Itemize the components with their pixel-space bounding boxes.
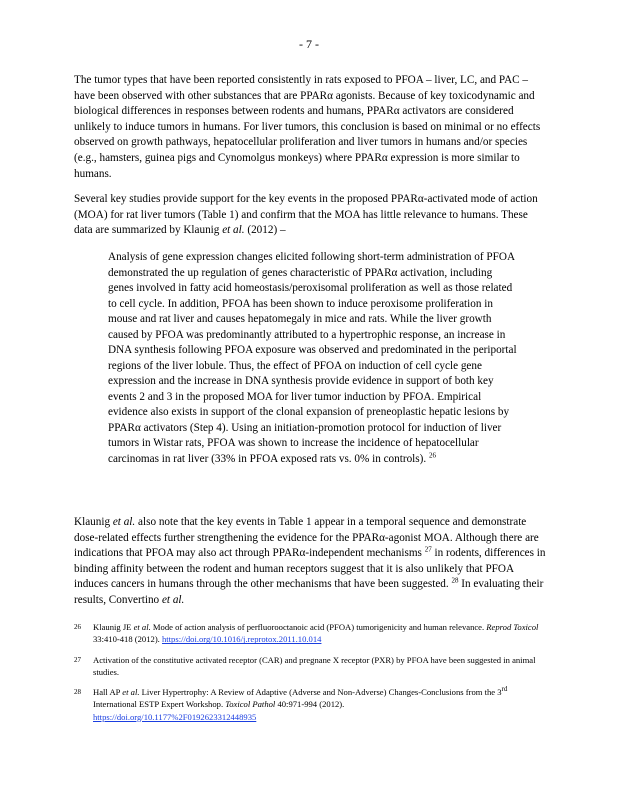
fn28-author: Hall AP [93,687,123,697]
paragraph-klaunig-note [74,515,548,609]
fn28-citation: 40:971-994 (2012). [275,699,345,710]
fn26-citation: 33:410-418 (2012). [93,634,162,645]
p2-text-a: Several key studies provide support for the key events in the proposed PPARα-activated mode of action (MOA) for rat liver tumors (Table 1) and confirm that the MOA has little relevance to humans. These data are summarized by Klaunig [74,193,538,237]
p2-etal: et al. [222,224,245,237]
fn26-title: Mode of action analysis of perfluorooctanoic acid (PFOA) tumorigenicity and human relevance. [150,622,487,632]
p2-text-b: (2012) – [244,224,286,237]
fn28-title: Liver Hypertrophy: A Review of Adaptive (Adverse and Non-Adverse) Changes-Conclusions from the 3 [139,687,502,697]
footnote-text [93,621,544,646]
footnote-text: Activation of the constitutive activated receptor (CAR) and pregnane X receptor (PXR) by PFOA have been suggested in animal studies. [93,655,536,678]
paragraph-key-studies [74,192,548,239]
p4-text-b: in rodents, differences in binding affinity between the rodent and human receptors suggest that it is also unlikely that PFOA induces cancers in humans through the other mechanisms that have been suggested. [74,547,546,591]
footnote-ref-27: 27 [424,545,432,554]
footnote-ref-26: 26 [428,450,436,459]
footnote-ref-28: 28 [451,576,459,585]
fn28-workshop: International ESTP Expert Workshop. [93,699,226,710]
quote-text: Analysis of gene expression changes elicited following short-term administration of PFOA demonstrated the up regulation of genes characteristic of PPARα activation, including genes involved in fatty acid homeostasis/peroxisomal proliferation as well as those related to cell cycle. In addition, PFOA has been shown to induce peroxisome proliferation in mouse and rat liver and causes hepatomegaly in mice and rats. While the liver growth caused by PFOA was predominantly attributed to a hypertrophic response, an increase in DNA synthesis following PFOA exposure was observed and predominated in the periportal regions of the liver lobule. Thus, the effect of PFOA on induction of cell cycle gene expression and the increase in DNA synthesis provide evidence in support of both key events 2 and 3 in the proposed MOA for liver tumor induction by PFOA. Empirical evidence also exists in support of the clonal expansion of preneoplastic hepatic lesions by PPARα activators (Step 4). Using an initiation-promotion protocol for induction of liver tumors in Wistar rats, PFOA was shown to increase the incidence of hepatocellular carcinomas in rat liver (33% in PFOA exposed rats vs. 0% in controls). [108,251,517,465]
fn28-ordinal: rd [501,685,508,694]
fn28-journal: Toxicol Pathol [225,699,276,710]
fn28-doi-link[interactable]: https://doi.org/10.1177%2F0192623312448935 [93,711,257,722]
p4-etal-2: et al. [161,593,185,606]
fn26-doi-link[interactable]: https://doi.org/10.1016/j.reprotox.2011.10.014 [161,634,322,645]
fn28-etal: et al. [122,687,140,697]
footnote-number: 27 [74,656,81,664]
footnote-text [93,686,544,723]
footnote-number: 28 [74,688,81,696]
fn26-author: Klaunig JE [93,622,134,632]
footnote-26 [74,621,544,646]
fn26-etal: et al. [133,622,151,632]
p4-lead: Klaunig [74,516,113,528]
p4-etal: et al. [112,516,136,528]
page-number: - 7 - [299,37,319,51]
paragraph-tumor-types: The tumor types that have been reported consistently in rats exposed to PFOA – liver, LC, and PAC – have been observed with other substances that are PPARα agonists. Because of key toxicodynamic and biological differences in responses between rodents and humans, PPARα activators are considered unlikely to induce tumors in humans. For liver tumors, this conclusion is based on minimal or no effects observed on growth pathways, hepatocellular proliferation and liver tumors in humans and/or species (e.g., hamsters, guinea pigs and Cynomolgus monkeys) where PPARα expression is more similar to humans. [74,74,541,180]
footnote-28 [74,686,544,723]
footnote-27 [74,654,544,679]
p4-text-c: In evaluating their results, Convertino [74,578,544,606]
block-quote-klaunig [108,250,518,467]
footnote-number: 26 [74,623,81,631]
fn26-journal: Reprod Toxicol [486,622,539,632]
p4-text-a: also note that the key events in Table 1 appear in a temporal sequence and demonstrate dose-related effects further strengthening the evidence for the PPARα-agonist MOA. Although there are indications that PFOA may also act through PPARα-independent mechanisms [74,516,539,560]
